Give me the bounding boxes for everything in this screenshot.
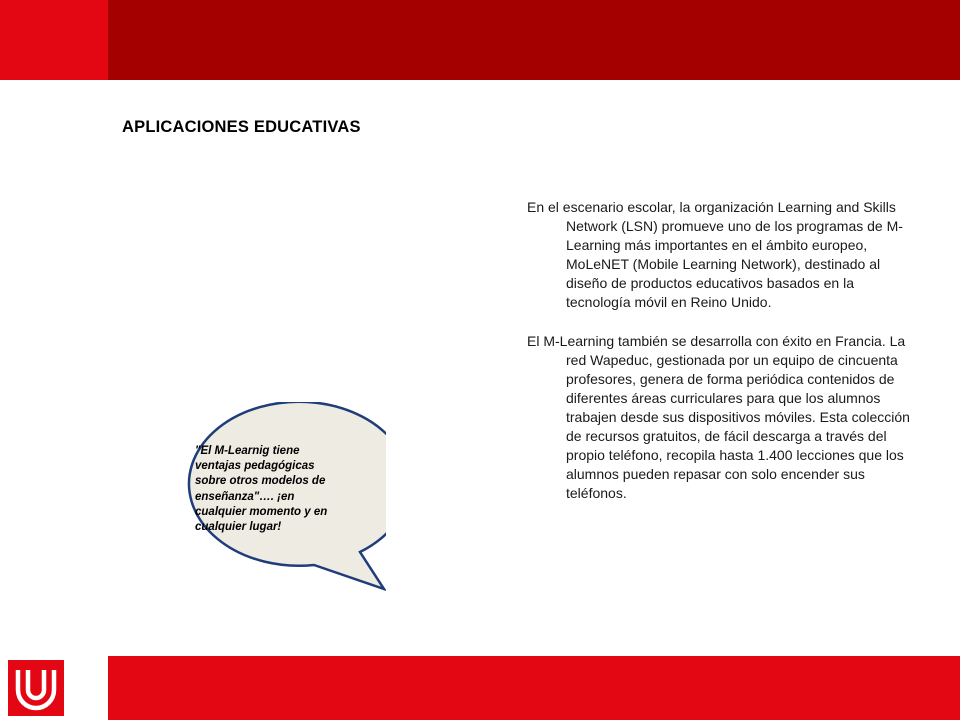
university-u-logo-icon (8, 660, 64, 716)
body-text (527, 198, 922, 523)
paragraph-lsn: En el escenario escolar, la organización Learning and Skills Network (LSN) promueve uno de los programas de M-Learning más importantes en el ámbito europeo, MoLeNET (Mobile Learning Network), destinado al diseño de productos educativos basados en la tecnología móvil en Reino Unido. (527, 199, 903, 310)
header-bar-right (108, 0, 960, 80)
paragraph-wapeduc: El M-Learning también se desarrolla con éxito en Francia. La red Wapeduc, gestionada por un equipo de cincuenta profesores, genera de forma periódica contenidos de diferentes áreas curriculares para que los alumnos trabajen desde sus dispositivos móviles. Esta colección de recursos gratuitos, de fácil descarga a través del propio teléfono, recopila hasta 1.400 lecciones que los alumnos pueden repasar con solo encender sus teléfonos. (527, 333, 910, 501)
page-title: APLICACIONES EDUCATIVAS (122, 118, 361, 136)
speech-bubble-quote: "El M-Learnig tiene ventajas pedagógicas sobre otros modelos de enseñanza"…. ¡en cualquier momento y en cualquier lugar! (195, 445, 328, 534)
header-bar-left (0, 0, 108, 80)
footer-bar-right (108, 656, 960, 720)
